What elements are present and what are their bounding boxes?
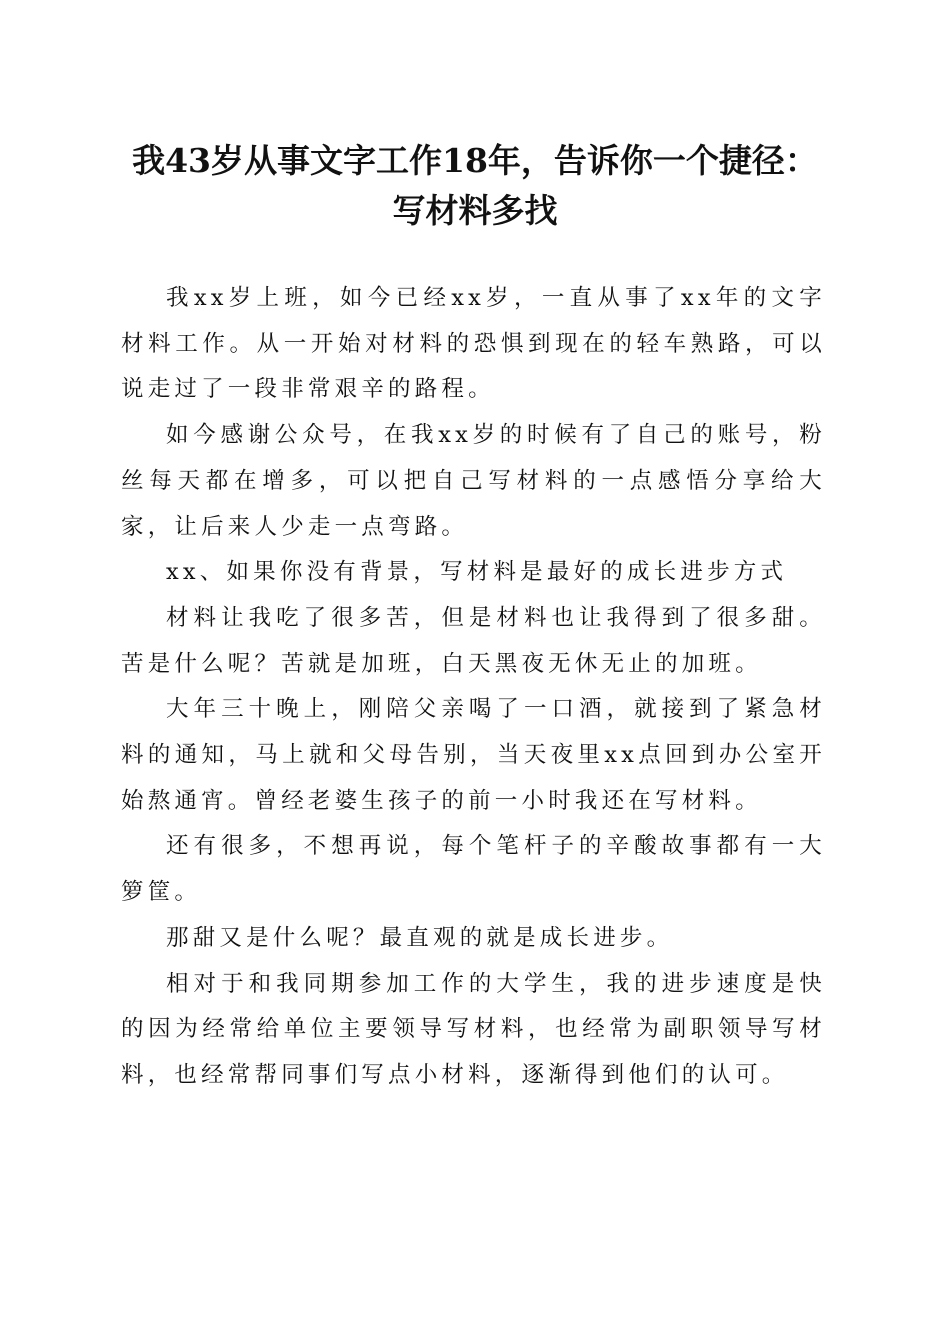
title-line-2: 写材料多找	[392, 191, 558, 230]
document-body	[121, 276, 826, 1099]
paragraph-thanks: 如今感谢公众号，在我xx岁的时候有了自己的账号，粉丝每天都在增多，可以把自己写材料的一点感悟分享给大家，让后来人少走一点弯路。	[121, 422, 826, 540]
paragraph-bitter-sweet: 材料让我吃了很多苦，但是材料也让我得到了很多甜。苦是什么呢？苦就是加班，白天黑夜无休无止的加班。	[121, 604, 826, 677]
section-heading: xx、如果你没有背景，写材料是最好的成长进步方式	[166, 559, 788, 586]
title-line-1: 我43岁从事文字工作18年，告诉你一个捷径：	[132, 141, 818, 180]
paragraph-new-year-eve: 大年三十晚上，刚陪父亲喝了一口酒，就接到了紧急材料的通知，马上就和父母告别，当天夜里xx点回到办公室开始熬通宵。曾经老婆生孩子的前一小时我还在写材料。	[121, 696, 826, 814]
paragraph-sweet: 那甜又是什么呢？最直观的就是成长进步。	[166, 924, 674, 951]
paragraph-progress: 相对于和我同期参加工作的大学生，我的进步速度是快的因为经常给单位主要领导写材料，也经常为副职领导写材料，也经常帮同事们写点小材料，逐渐得到他们的认可。	[121, 970, 826, 1088]
paragraph-stories: 还有很多，不想再说，每个笔杆子的辛酸故事都有一大箩筐。	[121, 833, 826, 906]
paragraph-intro: 我xx岁上班，如今已经xx岁，一直从事了xx年的文字材料工作。从一开始对材料的恐惧到现在的轻车熟路，可以说走过了一段非常艰辛的路程。	[121, 285, 826, 403]
document-title	[100, 136, 850, 236]
